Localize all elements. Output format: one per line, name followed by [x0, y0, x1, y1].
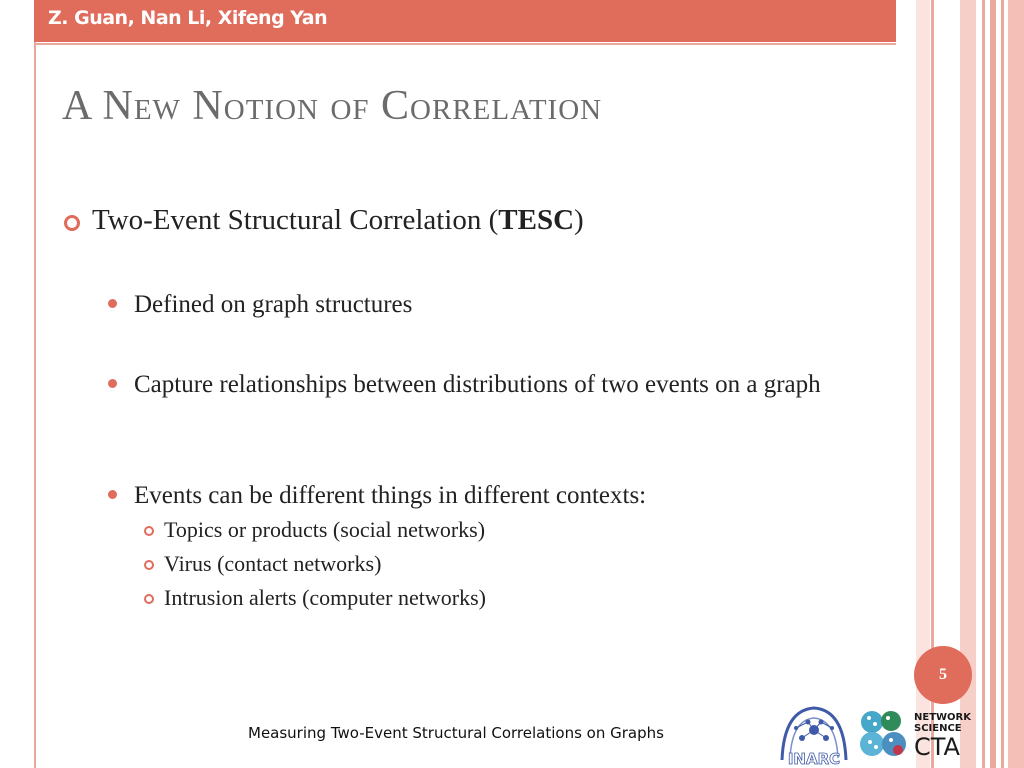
bullet-level2: Events can be different things in different contexts: [134, 482, 647, 509]
bullet-dot-icon [108, 379, 117, 388]
bullet-level3: Virus (contact networks) [164, 551, 382, 576]
footer-title: Measuring Two-Event Structural Correlations on Graphs [248, 724, 664, 742]
bullet-ring-icon [64, 215, 80, 231]
network-science-logo-icon [858, 708, 918, 764]
inarc-logo-text: INARC [787, 750, 841, 768]
header-rule [34, 43, 896, 45]
bullet-level2: Capture relationships between distributions of two events on a graph [134, 371, 821, 398]
bullet-level3: Topics or products (social networks) [164, 517, 486, 542]
bullet-dot-icon [108, 299, 117, 308]
bullet-ring-icon [144, 594, 154, 604]
ns-line1: NETWORK [914, 712, 972, 723]
bullet-ring-icon [144, 526, 154, 536]
bullet-level1-text: Two-Event Structural Correlation ( [92, 204, 499, 236]
bullet-dot-icon [108, 490, 117, 499]
bullet-level1 [92, 204, 584, 237]
page-number-badge: 5 [914, 646, 972, 704]
bullet-level1-suffix: ) [574, 204, 584, 236]
bullet-level1-bold: TESC [498, 204, 575, 236]
header-bar [34, 0, 896, 42]
header-authors: Z. Guan, Nan Li, Xifeng Yan [48, 7, 328, 29]
slide-title: A New Notion of Correlation [62, 83, 603, 129]
decor-stripe [1008, 0, 1024, 768]
bullet-level2: Defined on graph structures [134, 291, 413, 318]
ns-line3: CTA [914, 733, 960, 761]
decor-stripe [990, 0, 996, 768]
decor-stripe [982, 0, 985, 768]
bullet-level3: Intrusion alerts (computer networks) [164, 585, 486, 610]
decor-stripe [1001, 0, 1004, 768]
inarc-logo-icon [774, 700, 854, 768]
left-border-rule [34, 0, 36, 768]
bullet-ring-icon [144, 560, 154, 570]
network-science-logo-text [914, 712, 971, 760]
ns-line2: SCIENCE [914, 723, 962, 734]
